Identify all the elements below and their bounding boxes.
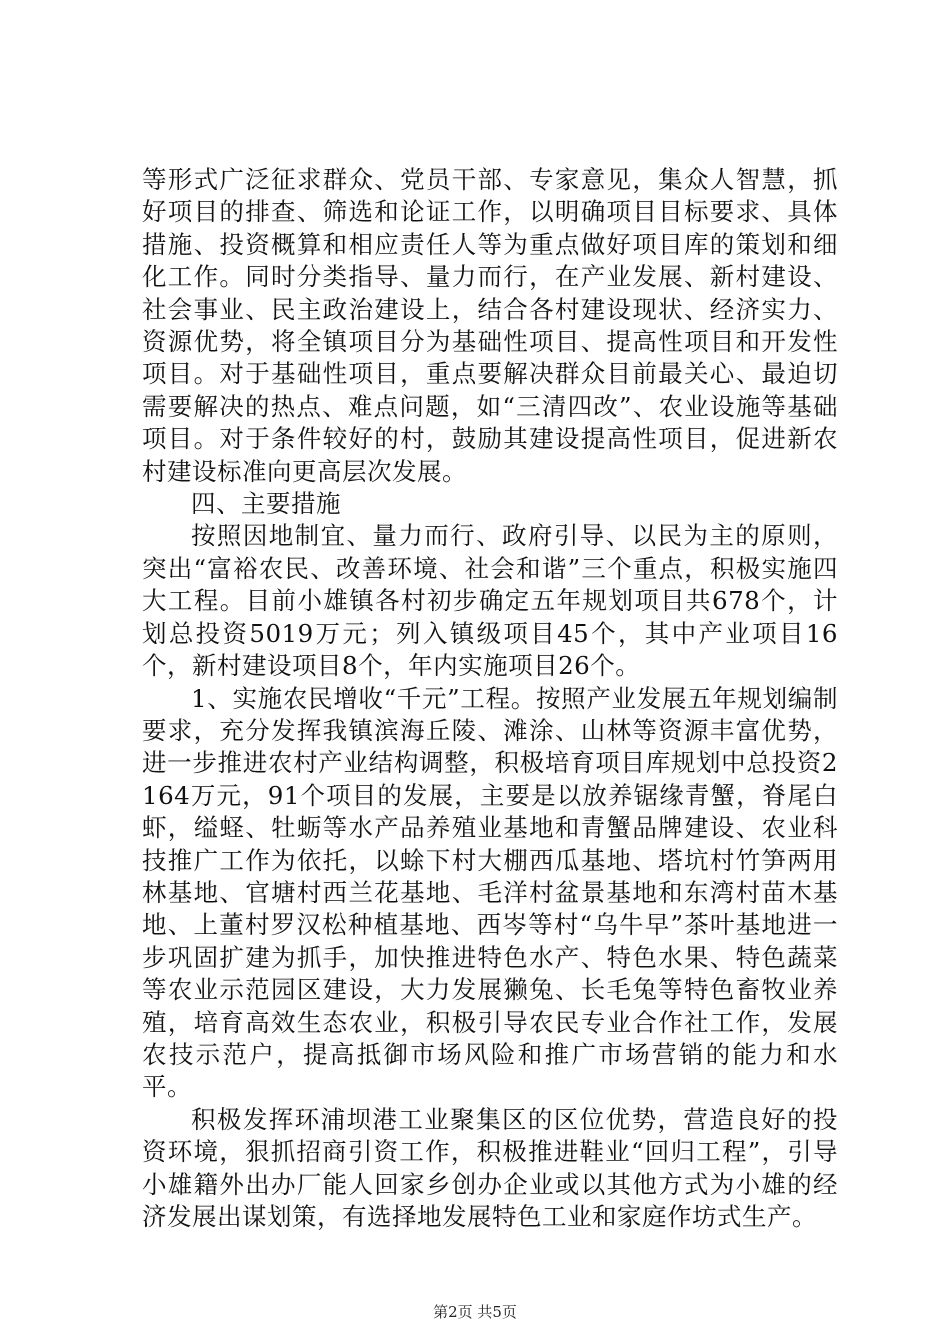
paragraph-industry: 积极发挥环浦坝港工业聚集区的区位优势，营造良好的投资环境，狠抓招商引资工作，积极推进鞋业“回归工程”，引导小雄籍外出办厂能人回家乡创办企业或以其他方式为小雄的经济发展出谋划策，有选择地发展特色工业和家庭作坊式生产。 [142, 1104, 838, 1231]
page-number-footer: 第2页 共5页 [433, 1303, 517, 1321]
document-body [142, 164, 838, 1233]
paragraph-continuation: 等形式广泛征求群众、党员干部、专家意见，集众人智慧，抓好项目的排查、筛选和论证工作，以明确项目目标要求、具体措施、投资概算和相应责任人等为重点做好项目库的策划和细化工作。同时分类指导、量力而行，在产业发展、新村建设、社会事业、民主政治建设上，结合各村建设现状、经济实力、资源优势，将全镇项目分为基础性项目、提高性项目和开发性项目。对于基础性项目，重点要解决群众目前最关心、最迫切需要解决的热点、难点问题，如“三清四改”、农业设施等基础项目。对于条件较好的村，鼓励其建设提高性项目，促进新农村建设标准向更高层次发展。 [142, 165, 838, 486]
paragraph-measures-intro: 按照因地制宜、量力而行、政府引导、以民为主的原则，突出“富裕农民、改善环境、社会和谐”三个重点，积极实施四大工程。目前小雄镇各村初步确定五年规划项目共678个，计划总投资5019万元；列入镇级项目45个，其中产业项目16个，新村建设项目8个，年内实施项目26个。 [142, 521, 838, 681]
paragraph-farmer-income: 1、实施农民增收“千元”工程。按照产业发展五年规划编制要求，充分发挥我镇滨海丘陵、滩涂、山林等资源丰富优势，进一步推进农村产业结构调整，积极培育项目库规划中总投资2164万元，91个项目的发展，主要是以放养锯缘青蟹，脊尾白虾，缢蛏、牡蛎等水产品养殖业基地和青蟹品牌建设、农业科技推广工作为依托，以蜍下村大棚西瓜基地、塔坑村竹笋两用林基地、官塘村西兰花基地、毛洋村盆景基地和东湾村苗木基地、上董村罗汉松种植基地、西岑等村“乌牛早”茶叶基地进一步巩固扩建为抓手，加快推进特色水产、特色水果、特色蔬菜等农业示范园区建设，大力发展獭兔、长毛兔等特色畜牧业养殖，培育高效生态农业，积极引导农民专业合作社工作，发展农技示范户，提高抵御市场风险和推广市场营销的能力和水平。 [142, 683, 838, 1102]
section-heading: 四、主要措施 [191, 489, 341, 519]
